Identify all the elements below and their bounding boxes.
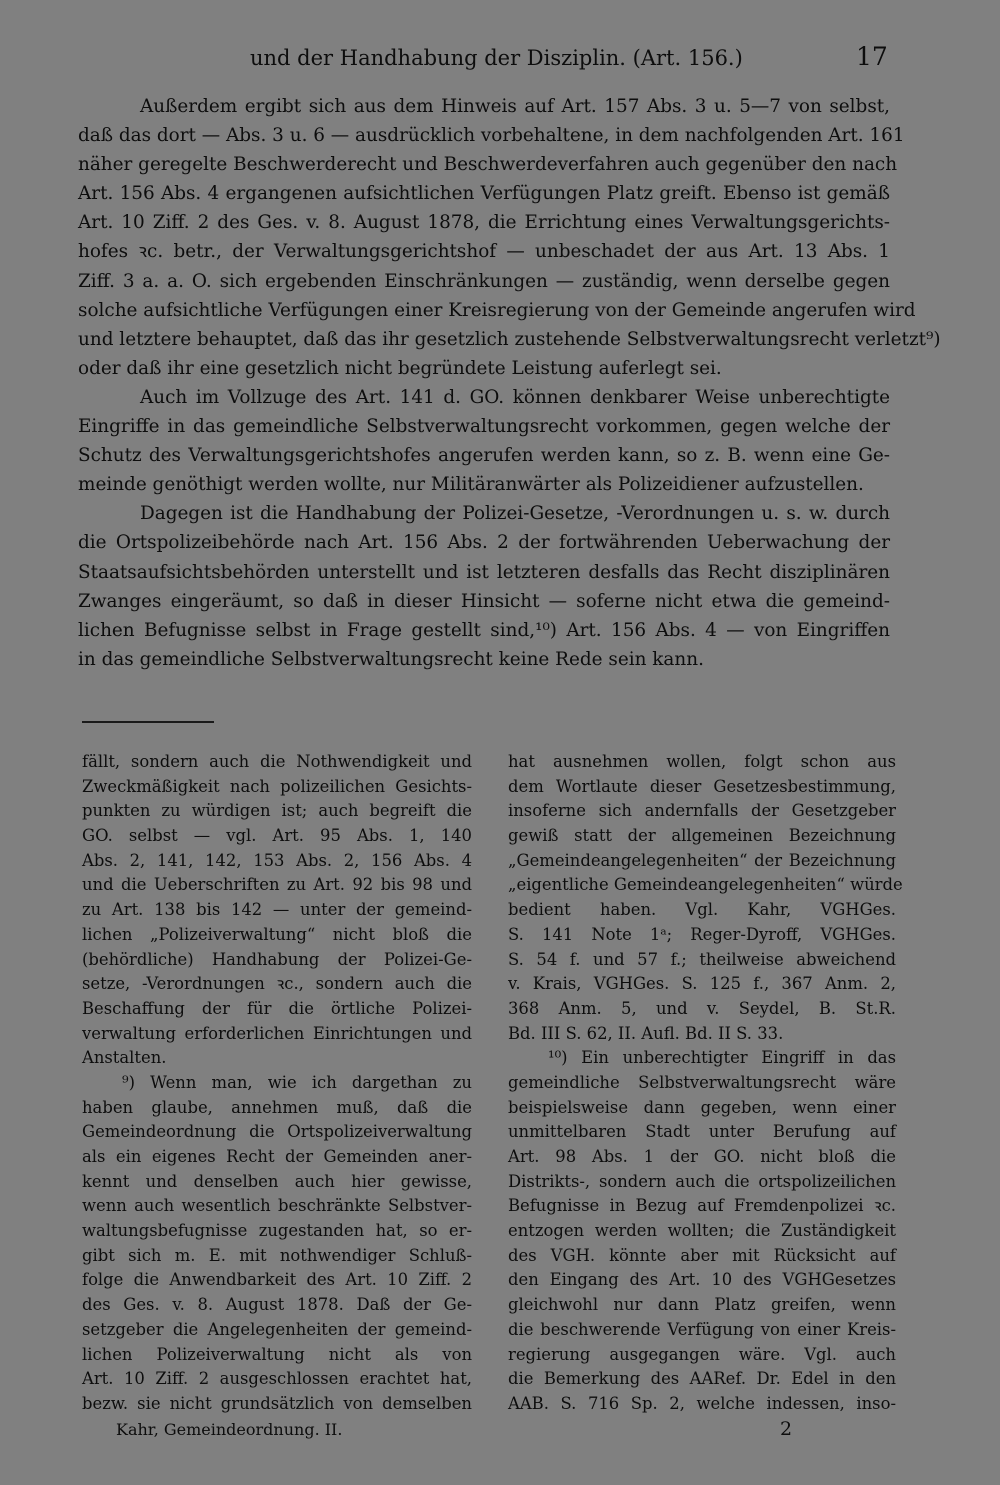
body-text-line: lichen Befugnisse selbst in Frage gestellt sind,¹⁰) Art. 156 Abs. 4 — von Eingriffen [78, 619, 890, 641]
body-text-line: näher geregelte Beschwerderecht und Beschwerdeverfahren auch gegenüber den nach [78, 154, 898, 176]
footnote-line: gibt sich m. E. mit nothwendiger Schluß- [82, 1245, 472, 1265]
footnote-line: lichen „Polizeiverwaltung“ nicht bloß die [82, 924, 472, 944]
footnote-line: S. 54 f. und 57 f.; theilweise abweichend [508, 949, 896, 969]
body-text-line: Art. 156 Abs. 4 ergangenen aufsichtlichen Verfügungen Platz greift. Ebenso ist gemäß [78, 183, 890, 205]
body-text-line: Eingriffe in das gemeindliche Selbstverwaltungsrecht vorkommen, gegen welche der [78, 416, 890, 438]
body-text-line: Schutz des Verwaltungsgerichtshofes angerufen werden kann, so z. B. wenn eine Ge- [78, 445, 890, 467]
footnote-line: Art. 10 Ziff. 2 ausgeschlossen erachtet hat, [82, 1369, 472, 1389]
body-text-line: Art. 10 Ziff. 2 des Ges. v. 8. August 1878, die Errichtung eines Verwaltungsgerichts- [78, 212, 890, 234]
body-text-line: Außerdem ergibt sich aus dem Hinweis auf Art. 157 Abs. 3 u. 5—7 von selbst, [140, 96, 890, 117]
signature-mark: 2 [780, 1418, 793, 1440]
footnote-line: und die Ueberschriften zu Art. 92 bis 98 und [82, 875, 472, 895]
running-head [0, 42, 1000, 74]
body-text-line: Staatsaufsichtsbehörden unterstellt und ist letzteren desfalls das Recht disziplinären [78, 561, 890, 583]
footnote-line: insoferne sich andernfalls der Gesetzgeber [508, 801, 896, 821]
footnote-line: die Bemerkung des AARef. Dr. Edel in den [508, 1369, 896, 1389]
footnote-line: Abs. 2, 141, 142, 153 Abs. 2, 156 Abs. 4 [82, 850, 472, 870]
footnotes-right-column [508, 750, 903, 1417]
body-text-line: oder daß ihr eine gesetzlich nicht begründete Leistung auferlegt sei. [78, 357, 722, 379]
footnote-line: Zweckmäßigkeit nach polizeilichen Gesichts- [82, 776, 472, 796]
footnote-line: die beschwerende Verfügung von einer Kreis- [508, 1319, 896, 1339]
body-text-line: Auch im Vollzuge des Art. 141 d. GO. können denkbarer Weise unberechtigte [140, 386, 890, 408]
body-text-line: solche aufsichtliche Verfügungen einer Kreisregierung von der Gemeinde angerufen wird [78, 299, 916, 321]
footnote-line: v. Krais, VGHGes. S. 125 f., 367 Anm. 2, [508, 974, 896, 994]
footnote-line: wenn auch wesentlich beschränkte Selbstver- [82, 1196, 472, 1216]
footnote-line: „Gemeindeangelegenheiten“ der Bezeichnung [508, 850, 896, 870]
footnote-line: des VGH. könnte aber mit Rücksicht auf [508, 1245, 896, 1265]
footnote-line: Gemeindeordnung die Ortspolizeiverwaltung [82, 1122, 472, 1142]
footnote-line: AAB. S. 716 Sp. 2, welche indessen, inso- [508, 1393, 896, 1413]
footnote-line: als ein eigenes Recht der Gemeinden aner- [82, 1147, 472, 1166]
footnote-line: gemeindliche Selbstverwaltungsrecht wäre [508, 1072, 896, 1092]
footnote-line: unmittelbaren Stadt unter Berufung auf [508, 1122, 896, 1142]
footnote-line: lichen Polizeiverwaltung nicht als von [82, 1344, 472, 1364]
footnote-line: ⁹) Wenn man, wie ich dargethan zu [122, 1072, 472, 1092]
footnote-separator-rule [82, 721, 214, 723]
footnote-line: Art. 98 Abs. 1 der GO. nicht bloß die [508, 1147, 896, 1166]
footnote-line: dem Wortlaute dieser Gesetzesbestimmung, [508, 776, 896, 796]
footnote-line: Distrikts-, sondern auch die ortspolizeilichen [508, 1171, 896, 1191]
running-title: und der Handhabung der Disziplin. (Art. 156.) [250, 46, 743, 70]
footnote-line: fällt, sondern auch die Nothwendigkeit und [82, 752, 472, 771]
footnote-line: gewiß statt der allgemeinen Bezeichnung [508, 826, 896, 846]
footer-author-title: Kahr, Gemeindeordnung. II. [116, 1420, 343, 1439]
footnote-line: gleichwohl nur dann Platz greifen, wenn [508, 1295, 896, 1315]
footnote-line: bedient haben. Vgl. Kahr, VGHGes. [508, 900, 896, 920]
body-text-line: Ziff. 3 a. a. O. sich ergebenden Einschränkungen — zuständig, wenn derselbe gegen [78, 270, 890, 292]
footnote-line: setzgeber die Angelegenheiten der gemeind- [82, 1319, 472, 1339]
footnote-line: folge die Anwendbarkeit des Art. 10 Ziff. 2 [82, 1270, 472, 1290]
footnote-line: verwaltung erforderlichen Einrichtungen und [82, 1023, 472, 1043]
page-number: 17 [856, 42, 888, 71]
body-text-line: Dagegen ist die Handhabung der Polizei-Gesetze, -Verordnungen u. s. w. durch [140, 503, 890, 525]
footnote-line: S. 141 Note 1ᵃ; Reger-Dyroff, VGHGes. [508, 924, 896, 944]
footnote-line: „eigentliche Gemeindeangelegenheiten“ würde [508, 875, 903, 895]
body-text-line: Zwanges eingeräumt, so daß in dieser Hinsicht — soferne nicht etwa die gemeind- [78, 590, 890, 612]
body-text-line: meinde genöthigt werden wollte, nur Militäranwärter als Polizeidiener aufzustellen. [78, 474, 864, 496]
footnote-line: bezw. sie nicht grundsätzlich von demselben [82, 1393, 472, 1413]
footnote-line: 368 Anm. 5, und v. Seydel, B. St.R. [508, 998, 896, 1018]
body-text-line: daß das dort — Abs. 3 u. 6 — ausdrücklich vorbehaltene, in dem nachfolgenden Art. 161 [78, 125, 905, 147]
footnote-line: punkten zu würdigen ist; auch begreift die [82, 801, 472, 821]
footnote-line: den Eingang des Art. 10 des VGHGesetzes [508, 1270, 896, 1290]
main-text [78, 92, 941, 674]
footnote-line: kennt und denselben auch hier gewisse, [82, 1171, 472, 1191]
body-text-line: in das gemeindliche Selbstverwaltungsrecht keine Rede sein kann. [78, 648, 704, 670]
footnote-line: des Ges. v. 8. August 1878. Daß der Ge- [82, 1295, 472, 1315]
footnote-line: setze, -Verordnungen ꝛc., sondern auch die [82, 974, 472, 994]
body-text-line: die Ortspolizeibehörde nach Art. 156 Abs. 2 der fortwährenden Ueberwachung der [78, 532, 890, 554]
footnote-line: beispielsweise dann gegeben, wenn einer [508, 1097, 896, 1117]
footnote-line: Befugnisse in Bezug auf Fremdenpolizei ꝛc. [508, 1196, 896, 1216]
footnote-line: entzogen werden wollten; die Zuständigkeit [508, 1221, 896, 1241]
footnote-line: waltungsbefugnisse zugestanden hat, so er- [82, 1221, 472, 1241]
footnote-line: (behördliche) Handhabung der Polizei-Ge- [82, 949, 472, 969]
footnote-line: regierung ausgegangen wäre. Vgl. auch [508, 1344, 896, 1364]
body-text-line: hofes ꝛc. betr., der Verwaltungsgerichtshof — unbeschadet der aus Art. 13 Abs. 1 [78, 241, 890, 263]
page-footer [0, 1418, 1000, 1448]
body-text-line: und letztere behauptet, daß das ihr gesetzlich zustehende Selbstverwaltungsrecht verletzt⁹) [78, 328, 941, 350]
footnote-line: ¹⁰) Ein unberechtigter Eingriff in das [548, 1048, 896, 1068]
footnote-line: Beschaffung der für die örtliche Polizei- [82, 998, 472, 1018]
footnote-line: Bd. III S. 62, II. Aufl. Bd. II S. 33. [508, 1023, 784, 1043]
footnote-line: GO. selbst — vgl. Art. 95 Abs. 1, 140 [82, 826, 472, 846]
footnote-line: haben glaube, annehmen muß, daß die [82, 1097, 472, 1117]
footnote-line: Anstalten. [82, 1048, 167, 1068]
footnote-line: zu Art. 138 bis 142 — unter der gemeind- [82, 900, 472, 920]
footnotes-left-column [82, 750, 472, 1417]
footnote-line: hat ausnehmen wollen, folgt schon aus [508, 752, 896, 771]
